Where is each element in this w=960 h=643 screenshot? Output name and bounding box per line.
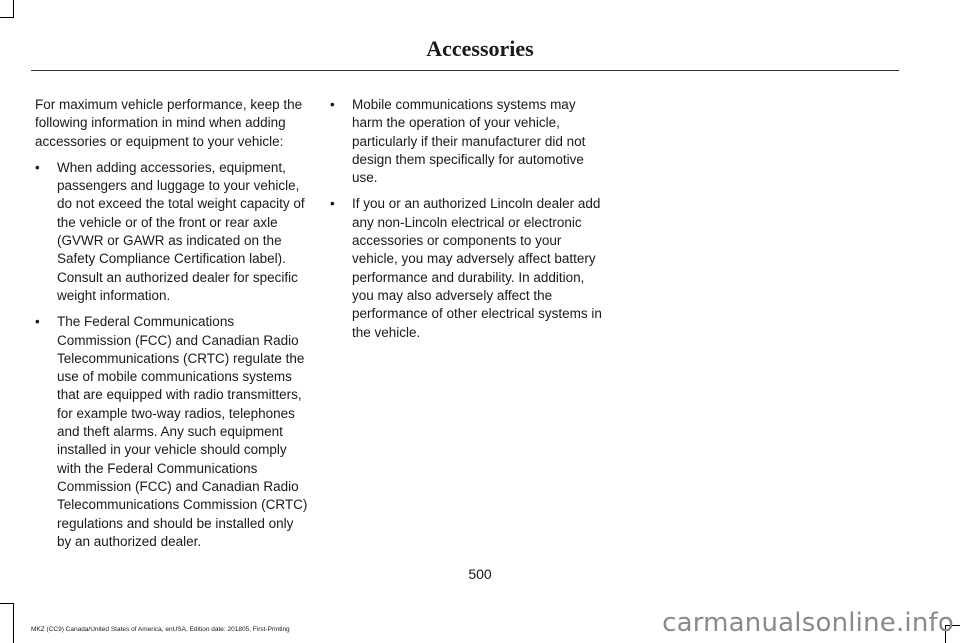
list-item (330, 195, 606, 341)
edition-footer: MKZ (CC9) Canada/United States of America, enUSA, Edition date: 201805, First-Printing (31, 626, 290, 633)
crop-mark-bottom-left-vertical (13, 603, 14, 643)
crop-mark-bottom-left-horizontal (0, 603, 14, 604)
list-item (35, 313, 311, 551)
bullet-icon: • (35, 314, 40, 330)
crop-mark-top-left-vertical (13, 0, 14, 18)
watermark: carmanualsonline.info (662, 608, 954, 638)
page-number: 500 (468, 566, 492, 582)
intro-paragraph: For maximum vehicle performance, keep the following information in mind when adding accessories or equipment to your vehicle: (35, 97, 303, 149)
right-column (330, 96, 606, 350)
left-bullet-list (35, 159, 311, 551)
crop-mark-top-left-horizontal (0, 17, 14, 18)
bullet-icon: • (35, 159, 40, 175)
list-item (35, 159, 311, 305)
right-bullet-list (330, 96, 606, 342)
list-item-text: When adding accessories, equipment, passengers and luggage to your vehicle, do not exceed the total weight capacity of the vehicle or of the front or rear axle (GVWR or GAWR as indicated on the Safety Compliance Certification label). Consult an authorized dealer for specific weight information. (57, 159, 305, 303)
header-rule (31, 70, 899, 71)
bullet-icon: • (330, 196, 335, 212)
list-item-text: If you or an authorized Lincoln dealer add any non-Lincoln electrical or electronic accessories or components to your vehicle, you may adversely affect battery performance and durability. In addition, you may also adversely affect the performance of other electrical systems in the vehicle. (352, 196, 602, 340)
page-title: Accessories (426, 36, 534, 61)
bullet-icon: • (330, 97, 335, 112)
list-item-text: Mobile communications systems may harm the operation of your vehicle, particularly if their manufacturer did not design them specifically for automotive use. (352, 97, 586, 186)
list-item-text: The Federal Communications Commission (FCC) and Canadian Radio Telecommunications (CRTC) regulate the use of mobile communications systems that are equipped with radio transmitters, for example two-way radios, telephones and theft alarms. Any such equipment installed in your vehicle should comply with the Federal Communications Commission (FCC) and Canadian Radio Telecommunications Commission (CRTC) regulations and should be installed only by an authorized dealer. (57, 314, 308, 549)
left-column (35, 96, 311, 559)
list-item (330, 96, 606, 187)
